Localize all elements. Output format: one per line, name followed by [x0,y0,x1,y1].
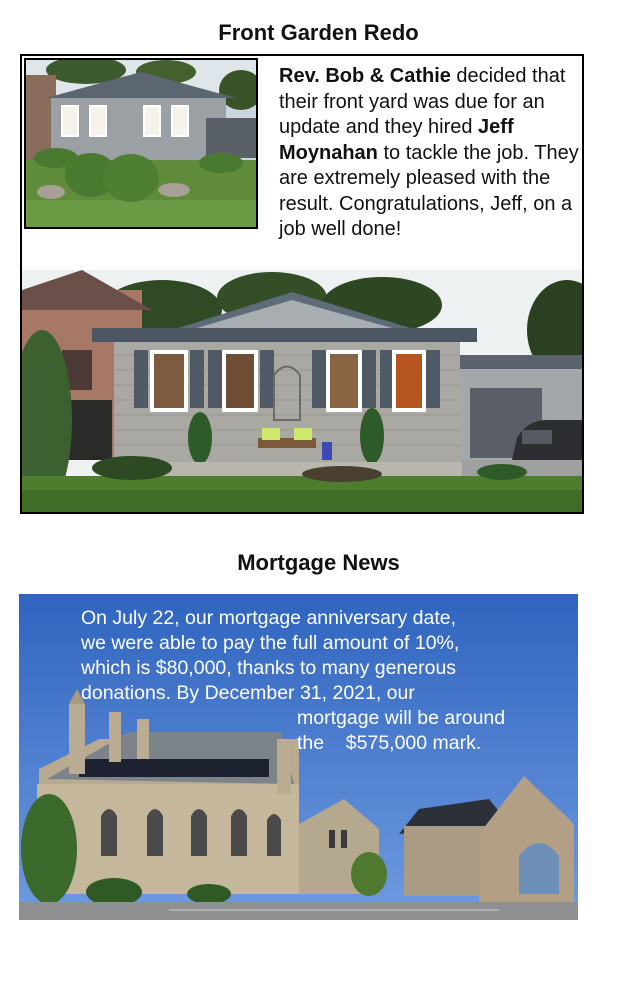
mortgage-line-4: donations. By December 31, 2021, our [81,682,415,704]
mortgage-story-text [81,606,561,756]
mortgage-line-1: On July 22, our mortgage anniversary date, [81,607,457,629]
after-house-photo [22,270,582,512]
story-text-1: decided that their front yard was due for an update and they hired [279,65,566,138]
section-heading-garden: Front Garden Redo [218,20,419,45]
garden-story-text [279,64,579,243]
story-names-2: Jeff Moynahan [279,116,514,164]
story-names-1: Rev. Bob & Cathie [279,65,451,87]
mortgage-line-3: which is $80,000, thanks to many generous [81,657,457,679]
mortgage-line-2: we were able to pay the full amount of 10%, [81,632,460,654]
church-photo [19,594,578,920]
story-text-2: to tackle the job. They are extremely pleased with the result. Congratulations, Jeff, on a job well done! [279,141,579,240]
before-house-photo [24,58,258,229]
mortgage-line-6: the $575,000 mark. [297,732,482,754]
mortgage-line-5: mortgage will be around [297,707,506,729]
garden-story-frame [20,54,584,514]
section-heading-mortgage: Mortgage News [237,550,400,575]
